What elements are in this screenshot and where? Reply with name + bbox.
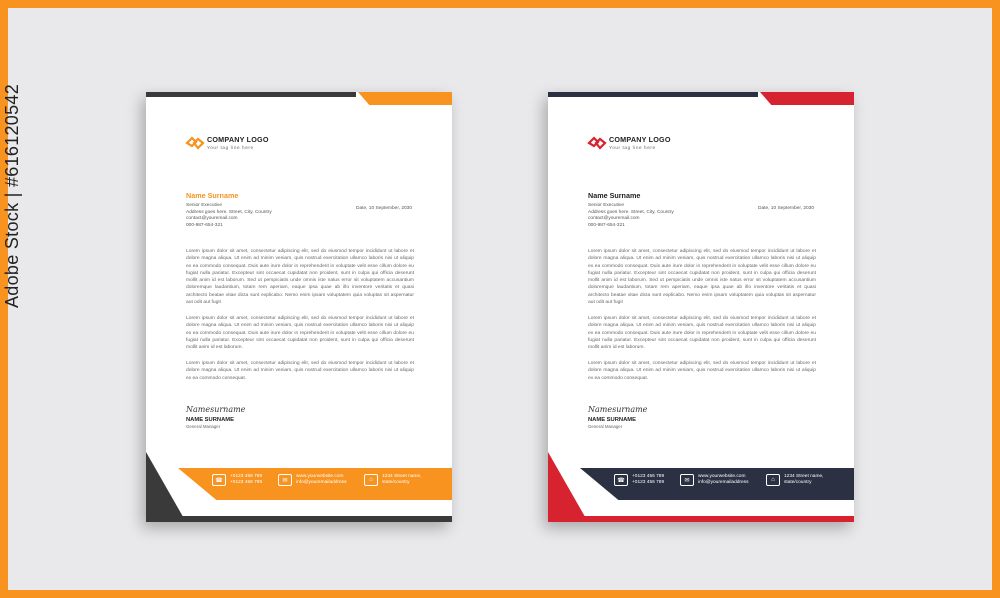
body-paragraph: Lorem ipsum dolor sit amet, consectetur adipiscing elit, sed do eiusmod tempor incididunt ut labore et dolore magna aliqua. Ut enim ad minim veniam, quis nostrud exercitation ullamco laboris nisi ut aliquip ex ea commodo consequat. [186, 361, 414, 381]
recipient-email: contact@youremail.com [588, 216, 640, 222]
signature-script: Namesurname [588, 405, 648, 414]
body-paragraph: Lorem ipsum dolor sit amet, consectetur adipiscing elit, sed do eiusmod tempor incididunt ut labore et dolore magna aliqua. Ut enim ad minim veniam, quis nostrud exercitation ullamco laboris nisi ut aliquip ex ea commodo consequat. Duis aute irure dolor in reprehenderit in voluptate velit esse cillum dolore eu fugiat nulla pariatur. Excepteur sint occaecat cupidatat non proident, sunt in culpa qui officia deserunt mollit anim id est laborum. [588, 316, 816, 351]
top-bar [548, 92, 758, 97]
signature-block [186, 405, 245, 429]
recipient-title: Senior Executive [588, 203, 624, 208]
phone-2: +0123 456 789 [632, 480, 665, 485]
signer-title: General Manager [588, 424, 623, 429]
state: state/country [382, 480, 410, 485]
recipient-phone: 000-987-654-321 [186, 222, 223, 228]
top-accent [760, 92, 854, 105]
footer [146, 452, 452, 522]
body-paragraph: Lorem ipsum dolor sit amet, consectetur adipiscing elit, sed do eiusmod tempor incididunt ut labore et dolore magna aliqua. Ut enim ad minim veniam, quis nostrud exercitation ullamco laboris nisi ut aliquip ex ea commodo consequat. Duis aute irure dolor in reprehenderit in voluptate velit esse cillum dolore eu fugiat nulla pariatur. Excepteur sint occaecat cupidatat non proident, sunt in culpa qui officia deserunt mollit anim id est laborum. [186, 316, 414, 351]
website: www.yourwebsite.com [698, 474, 746, 479]
company-logo [588, 135, 671, 150]
website: www.yourwebsite.com [296, 474, 344, 479]
location-icon: ⌂ [766, 474, 780, 486]
body-paragraph: Lorem ipsum dolor sit amet, consectetur adipiscing elit, sed do eiusmod tempor incididunt ut labore et dolore magna aliqua. Ut enim ad minim veniam, quis nostrud exercitation ullamco laboris nisi ut aliquip ex ea commodo consequat. Duis aute irure dolor in reprehenderit in voluptate velit esse cillum dolore eu fugiat nulla pariatur. Excepteur sint occaecat cupidatat non proident, sunt in culpa qui officia deserunt mollit anim id est laborum. Sed ut perspiciatis unde omnis iste natus error sit voluptatem accusantium doloremque laudantium, totam rem aperiam, eaque ipsa quae ab illo inventore veritatis et quasi architecto beatae vitae dicta sunt explicabo. Nemo enim ipsam voluptatem quia voluptas sit aspernatur aut odit aut fugit [588, 249, 816, 306]
phone-1: +0123 456 789 [230, 474, 263, 479]
footer-line [146, 516, 452, 522]
location-icon: ⌂ [364, 474, 378, 486]
mail-icon: ✉ [278, 474, 292, 486]
phone-2: +0123 456 789 [230, 480, 263, 485]
recipient-phone: 000-987-654-321 [588, 222, 625, 228]
recipient-title: Senior Executive [186, 203, 222, 208]
signature-script: Namesurname [186, 405, 246, 414]
logo-icon [588, 136, 606, 150]
contact-web [680, 474, 748, 486]
recipient-block [186, 191, 272, 229]
recipient-address: Address goes here. Street, City, Country [186, 209, 272, 215]
recipient-block [588, 191, 674, 229]
signer-title: General Manager [186, 424, 221, 429]
email: info@youremailaddress [296, 480, 347, 485]
footer-wedge [146, 452, 186, 522]
logo-name: COMPANY LOGO [207, 135, 269, 144]
state: state/country [784, 480, 812, 485]
letterhead-red [548, 92, 854, 522]
email: info@youremailaddress [698, 480, 749, 485]
contact-address [364, 474, 421, 486]
recipient-name: Name Surname [588, 191, 641, 200]
letter-date: Date, 10 September, 2030 [757, 206, 814, 211]
recipient-address: Address goes here. Street, City, Country [588, 209, 674, 215]
logo-name: COMPANY LOGO [609, 135, 671, 144]
canvas-background [2, 8, 992, 590]
letterhead-orange [146, 92, 452, 522]
street: 1234 Street name, [784, 474, 824, 479]
phone-1: +0123 456 789 [632, 474, 665, 479]
street: 1234 Street name, [382, 474, 422, 479]
phone-icon: ☎ [614, 474, 628, 486]
phone-icon: ☎ [212, 474, 226, 486]
stock-id-label: Adobe Stock | #616120542 [2, 83, 22, 308]
mail-icon: ✉ [680, 474, 694, 486]
letter-date: Date, 10 September, 2030 [355, 206, 412, 211]
signer-name: NAME SURNAME [186, 417, 234, 423]
contact-phone [212, 474, 262, 486]
contact-web [278, 474, 346, 486]
body-paragraph: Lorem ipsum dolor sit amet, consectetur adipiscing elit, sed do eiusmod tempor incididunt ut labore et dolore magna aliqua. Ut enim ad minim veniam, quis nostrud exercitation ullamco laboris nisi ut aliquip ex ea commodo consequat. [588, 361, 816, 381]
footer [548, 452, 854, 522]
logo-icon [186, 136, 204, 150]
recipient-name: Name Surname [186, 191, 239, 200]
top-bar [146, 92, 356, 97]
top-accent [358, 92, 452, 105]
logo-tagline: Your tag line here [207, 145, 254, 150]
contact-phone [614, 474, 664, 486]
signature-block [588, 405, 647, 429]
contact-address [766, 474, 823, 486]
company-logo [186, 135, 269, 150]
footer-line [548, 516, 854, 522]
body-paragraph: Lorem ipsum dolor sit amet, consectetur adipiscing elit, sed do eiusmod tempor incididunt ut labore et dolore magna aliqua. Ut enim ad minim veniam, quis nostrud exercitation ullamco laboris nisi ut aliquip ex ea commodo consequat. Duis aute irure dolor in reprehenderit in voluptate velit esse cillum dolore eu fugiat nulla pariatur. Excepteur sint occaecat cupidatat non proident, sunt in culpa qui officia deserunt mollit anim id est laborum. Sed ut perspiciatis unde omnis iste natus error sit voluptatem accusantium doloremque laudantium, totam rem aperiam, eaque ipsa quae ab illo inventore veritatis et quasi architecto beatae vitae dicta sunt explicabo. Nemo enim ipsam voluptatem quia voluptas sit aspernatur aut odit aut fugit [186, 249, 414, 306]
logo-tagline: Your tag line here [609, 145, 656, 150]
signer-name: NAME SURNAME [588, 417, 636, 423]
footer-wedge [548, 452, 588, 522]
recipient-email: contact@youremail.com [186, 216, 238, 222]
